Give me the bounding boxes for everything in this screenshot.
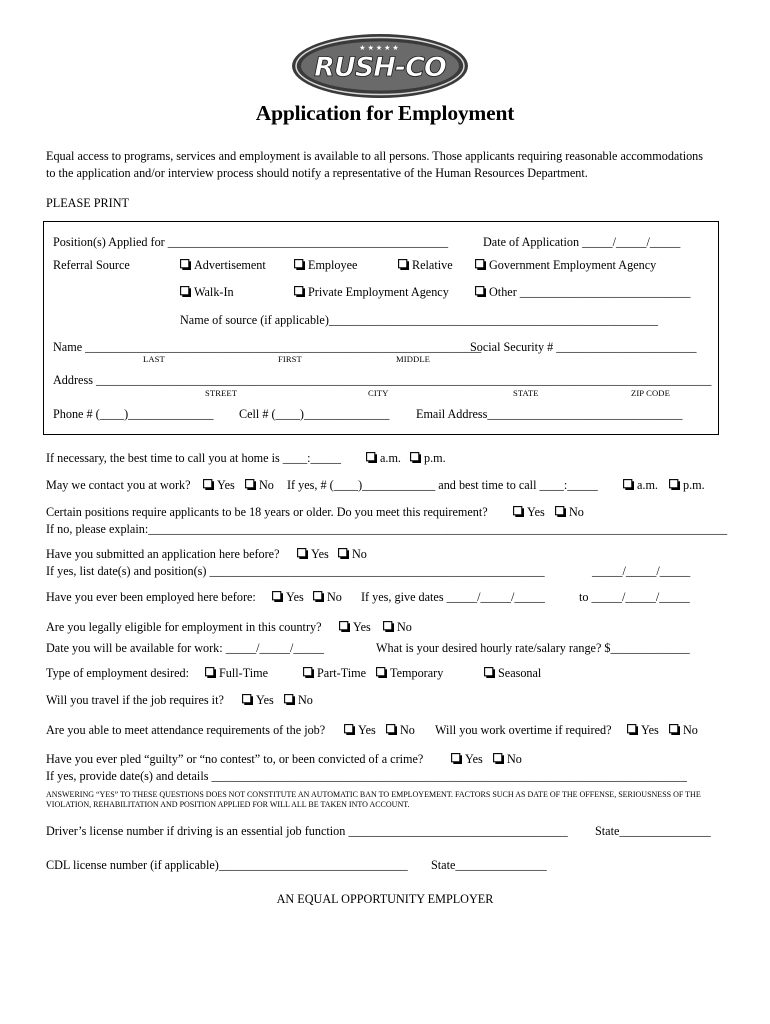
checkbox-icon [294,259,305,270]
position-applied-field[interactable]: Position(s) Applied for ______________________________________________ [53,235,449,249]
best-time-home-field[interactable]: If necessary, the best time to call you at home is ____:_____ [46,451,342,465]
overtime-yes-label: Yes [641,723,659,737]
source-name-field[interactable]: Name of source (if applicable)______________________________________________________ [180,313,658,327]
employed-yes-label: Yes [286,590,304,604]
label-first: FIRST [278,354,302,364]
email-field[interactable]: Email Address________________________________ [416,407,683,421]
disclaimer-text: ANSWERING “YES” TO THESE QUESTIONS DOES NOT CONSTITUTE AN AUTOMATIC BAN TO EMPLOYEMENT. FACTORS SUCH AS DATE OF THE OFFENSE, SERIOUSNESS OF THE VIOLATION, REHABILITATION AND POSITION APPLIED FOR WILL ALL BE TAKEN INTO ACCOUNT. [46,790,701,809]
referral-walk-in-label: Walk-In [194,285,234,299]
travel-yes[interactable] [242,693,274,707]
home-am-option[interactable] [366,451,401,465]
attendance-question: Are you able to meet attendance requirements of the job? [46,723,326,737]
checkbox-icon [376,667,387,678]
guilty-yes[interactable] [451,752,483,766]
intro-line-1: Equal access to programs, services and employment is available to all persons. Those applicants requiring reasonable accommodations [46,149,704,163]
checkbox-icon [484,667,495,678]
home-am-label: a.m. [380,451,401,465]
checkbox-icon [245,479,256,490]
checkbox-icon [669,479,680,490]
list-dates-positions-field[interactable]: If yes, list date(s) and position(s) _______________________________________________________ [46,564,545,578]
label-city: CITY [368,388,389,398]
checkbox-icon [180,286,191,297]
guilty-question: Have you ever pled “guilty” or “no contest” to, or been convicted of a crime? [46,752,424,766]
checkbox-icon [383,621,394,632]
employed-no[interactable] [313,590,342,604]
employed-to-dates-field[interactable]: to _____/_____/_____ [579,590,690,604]
drivers-license-state-field[interactable]: State_______________ [595,824,711,838]
checkbox-icon [203,479,214,490]
phone-field[interactable]: Phone # (____)______________ [53,407,214,421]
label-state: STATE [513,388,539,398]
attendance-no[interactable] [386,723,415,737]
submitted-yes-label: Yes [311,547,329,561]
employed-yes[interactable] [272,590,304,604]
checkbox-icon [297,548,308,559]
checkbox-icon [180,259,191,270]
attendance-yes-label: Yes [358,723,376,737]
checkbox-icon [284,694,295,705]
submitted-yes[interactable] [297,547,329,561]
label-zip-code: ZIP CODE [631,388,670,398]
work-pm-option[interactable] [669,478,705,492]
attendance-yes[interactable] [344,723,376,737]
checkbox-icon [623,479,634,490]
age-no-label: No [569,505,584,519]
referral-walk-in[interactable] [180,285,234,299]
date-of-application-field[interactable]: Date of Application _____/_____/_____ [483,235,681,249]
type-part-time-label: Part-Time [317,666,366,680]
overtime-question: Will you work overtime if required? [435,723,612,737]
type-part-time[interactable] [303,666,366,680]
referral-relative[interactable] [398,258,453,272]
submitted-date-field[interactable]: _____/_____/_____ [592,564,691,578]
checkbox-icon [451,753,462,764]
contact-work-yes[interactable] [203,478,235,492]
intro-line-2: to the application and/or interview process should notify a representative of the Human Resources Department. [46,166,588,180]
referral-advertisement-label: Advertisement [194,258,266,272]
type-temporary[interactable] [376,666,443,680]
type-seasonal-label: Seasonal [498,666,542,680]
work-number-field[interactable]: If yes, # (____)____________ and best time to call ____:_____ [287,478,598,492]
travel-yes-label: Yes [256,693,274,707]
referral-advertisement[interactable] [180,258,266,272]
type-temporary-label: Temporary [390,666,444,680]
crime-details-field[interactable]: If yes, provide date(s) and details ______________________________________________________________________________ [46,769,687,783]
salary-range-field[interactable]: What is your desired hourly rate/salary range? $_____________ [376,641,690,655]
checkbox-icon [410,452,421,463]
home-pm-label: p.m. [424,451,446,465]
checkbox-icon [242,694,253,705]
submitted-no-label: No [352,547,367,561]
explain-field[interactable]: If no, please explain:_______________________________________________________________________________________________ [46,522,728,536]
checkbox-icon [513,506,524,517]
age-yes-label: Yes [527,505,545,519]
checkbox-icon [627,724,638,735]
social-security-field[interactable]: Social Security # _______________________ [470,340,697,354]
page-title: Application for Employment [255,101,515,125]
contact-work-no-label: No [259,478,274,492]
svg-text:★★★★★: ★★★★★ [359,44,401,52]
overtime-no[interactable] [669,723,698,737]
name-field[interactable]: Name _________________________________________________________________ [53,340,482,354]
type-full-time[interactable] [205,666,268,680]
guilty-no-label: No [507,752,522,766]
cell-field[interactable]: Cell # (____)______________ [239,407,390,421]
eligible-question: Are you legally eligible for employment in this country? [46,620,322,634]
address-field[interactable]: Address _____________________________________________________________________________________________________ [53,373,712,387]
work-pm-label: p.m. [683,478,705,492]
age-yes[interactable] [513,505,545,519]
employment-type-label: Type of employment desired: [46,666,189,680]
eligible-no[interactable] [383,620,412,634]
checkbox-icon [339,621,350,632]
checkbox-icon [303,667,314,678]
equal-opportunity-footer: AN EQUAL OPPORTUNITY EMPLOYER [276,892,494,906]
eligible-yes-label: Yes [353,620,371,634]
available-date-field[interactable]: Date you will be available for work: _____/_____/_____ [46,641,324,655]
checkbox-icon [338,548,349,559]
referral-other-label: Other ____________________________ [489,285,691,299]
referral-employee-label: Employee [308,258,358,272]
referral-source-label: Referral Source [53,258,130,272]
attendance-no-label: No [400,723,415,737]
checkbox-icon [475,259,486,270]
work-am-option[interactable] [623,478,658,492]
overtime-yes[interactable] [627,723,659,737]
home-pm-option[interactable] [410,451,446,465]
guilty-no[interactable] [493,752,522,766]
cdl-state-field[interactable]: State_______________ [431,858,547,872]
checkbox-icon [366,452,377,463]
referral-other[interactable] [475,285,690,299]
travel-question: Will you travel if the job requires it? [46,693,224,707]
eligible-no-label: No [397,620,412,634]
employed-no-label: No [327,590,342,604]
checkbox-icon [272,591,283,602]
checkbox-icon [205,667,216,678]
contact-work-question: May we contact you at work? [46,478,191,492]
eligible-yes[interactable] [339,620,371,634]
submitted-no[interactable] [338,547,367,561]
label-last: LAST [143,354,165,364]
referral-government-agency[interactable] [475,258,656,272]
guilty-yes-label: Yes [465,752,483,766]
checkbox-icon [475,286,486,297]
checkbox-icon [555,506,566,517]
label-middle: MIDDLE [396,354,431,364]
contact-work-no[interactable] [245,478,274,492]
referral-government-agency-label: Government Employment Agency [489,258,657,272]
checkbox-icon [313,591,324,602]
cdl-license-field[interactable]: CDL license number (if applicable)_______________________________ [46,858,408,872]
contact-work-yes-label: Yes [217,478,235,492]
checkbox-icon [294,286,305,297]
please-print: PLEASE PRINT [46,196,129,210]
referral-private-agency[interactable] [294,285,449,299]
employed-from-dates-field[interactable]: If yes, give dates _____/_____/_____ [361,590,545,604]
submitted-before-question: Have you submitted an application here before? [46,547,280,561]
overtime-no-label: No [683,723,698,737]
checkbox-icon [669,724,680,735]
age-no[interactable] [555,505,584,519]
travel-no[interactable] [284,693,313,707]
type-full-time-label: Full-Time [219,666,268,680]
label-street: STREET [205,388,238,398]
employed-before-question: Have you ever been employed here before: [46,590,256,604]
referral-private-agency-label: Private Employment Agency [308,285,449,299]
type-seasonal[interactable] [484,666,541,680]
referral-employee[interactable] [294,258,357,272]
checkbox-icon [398,259,409,270]
checkbox-icon [344,724,355,735]
referral-relative-label: Relative [412,258,453,272]
personal-info-box [43,221,719,435]
travel-no-label: No [298,693,313,707]
age-requirement-question: Certain positions require applicants to be 18 years or older. Do you meet this requirement? [46,505,488,519]
rush-co-logo [290,32,470,100]
work-am-label: a.m. [637,478,658,492]
checkbox-icon [493,753,504,764]
svg-text:RUSH-CO: RUSH-CO [314,52,446,83]
drivers-license-field[interactable]: Driver’s license number if driving is an essential job function ____________________________________ [46,824,568,838]
checkbox-icon [386,724,397,735]
